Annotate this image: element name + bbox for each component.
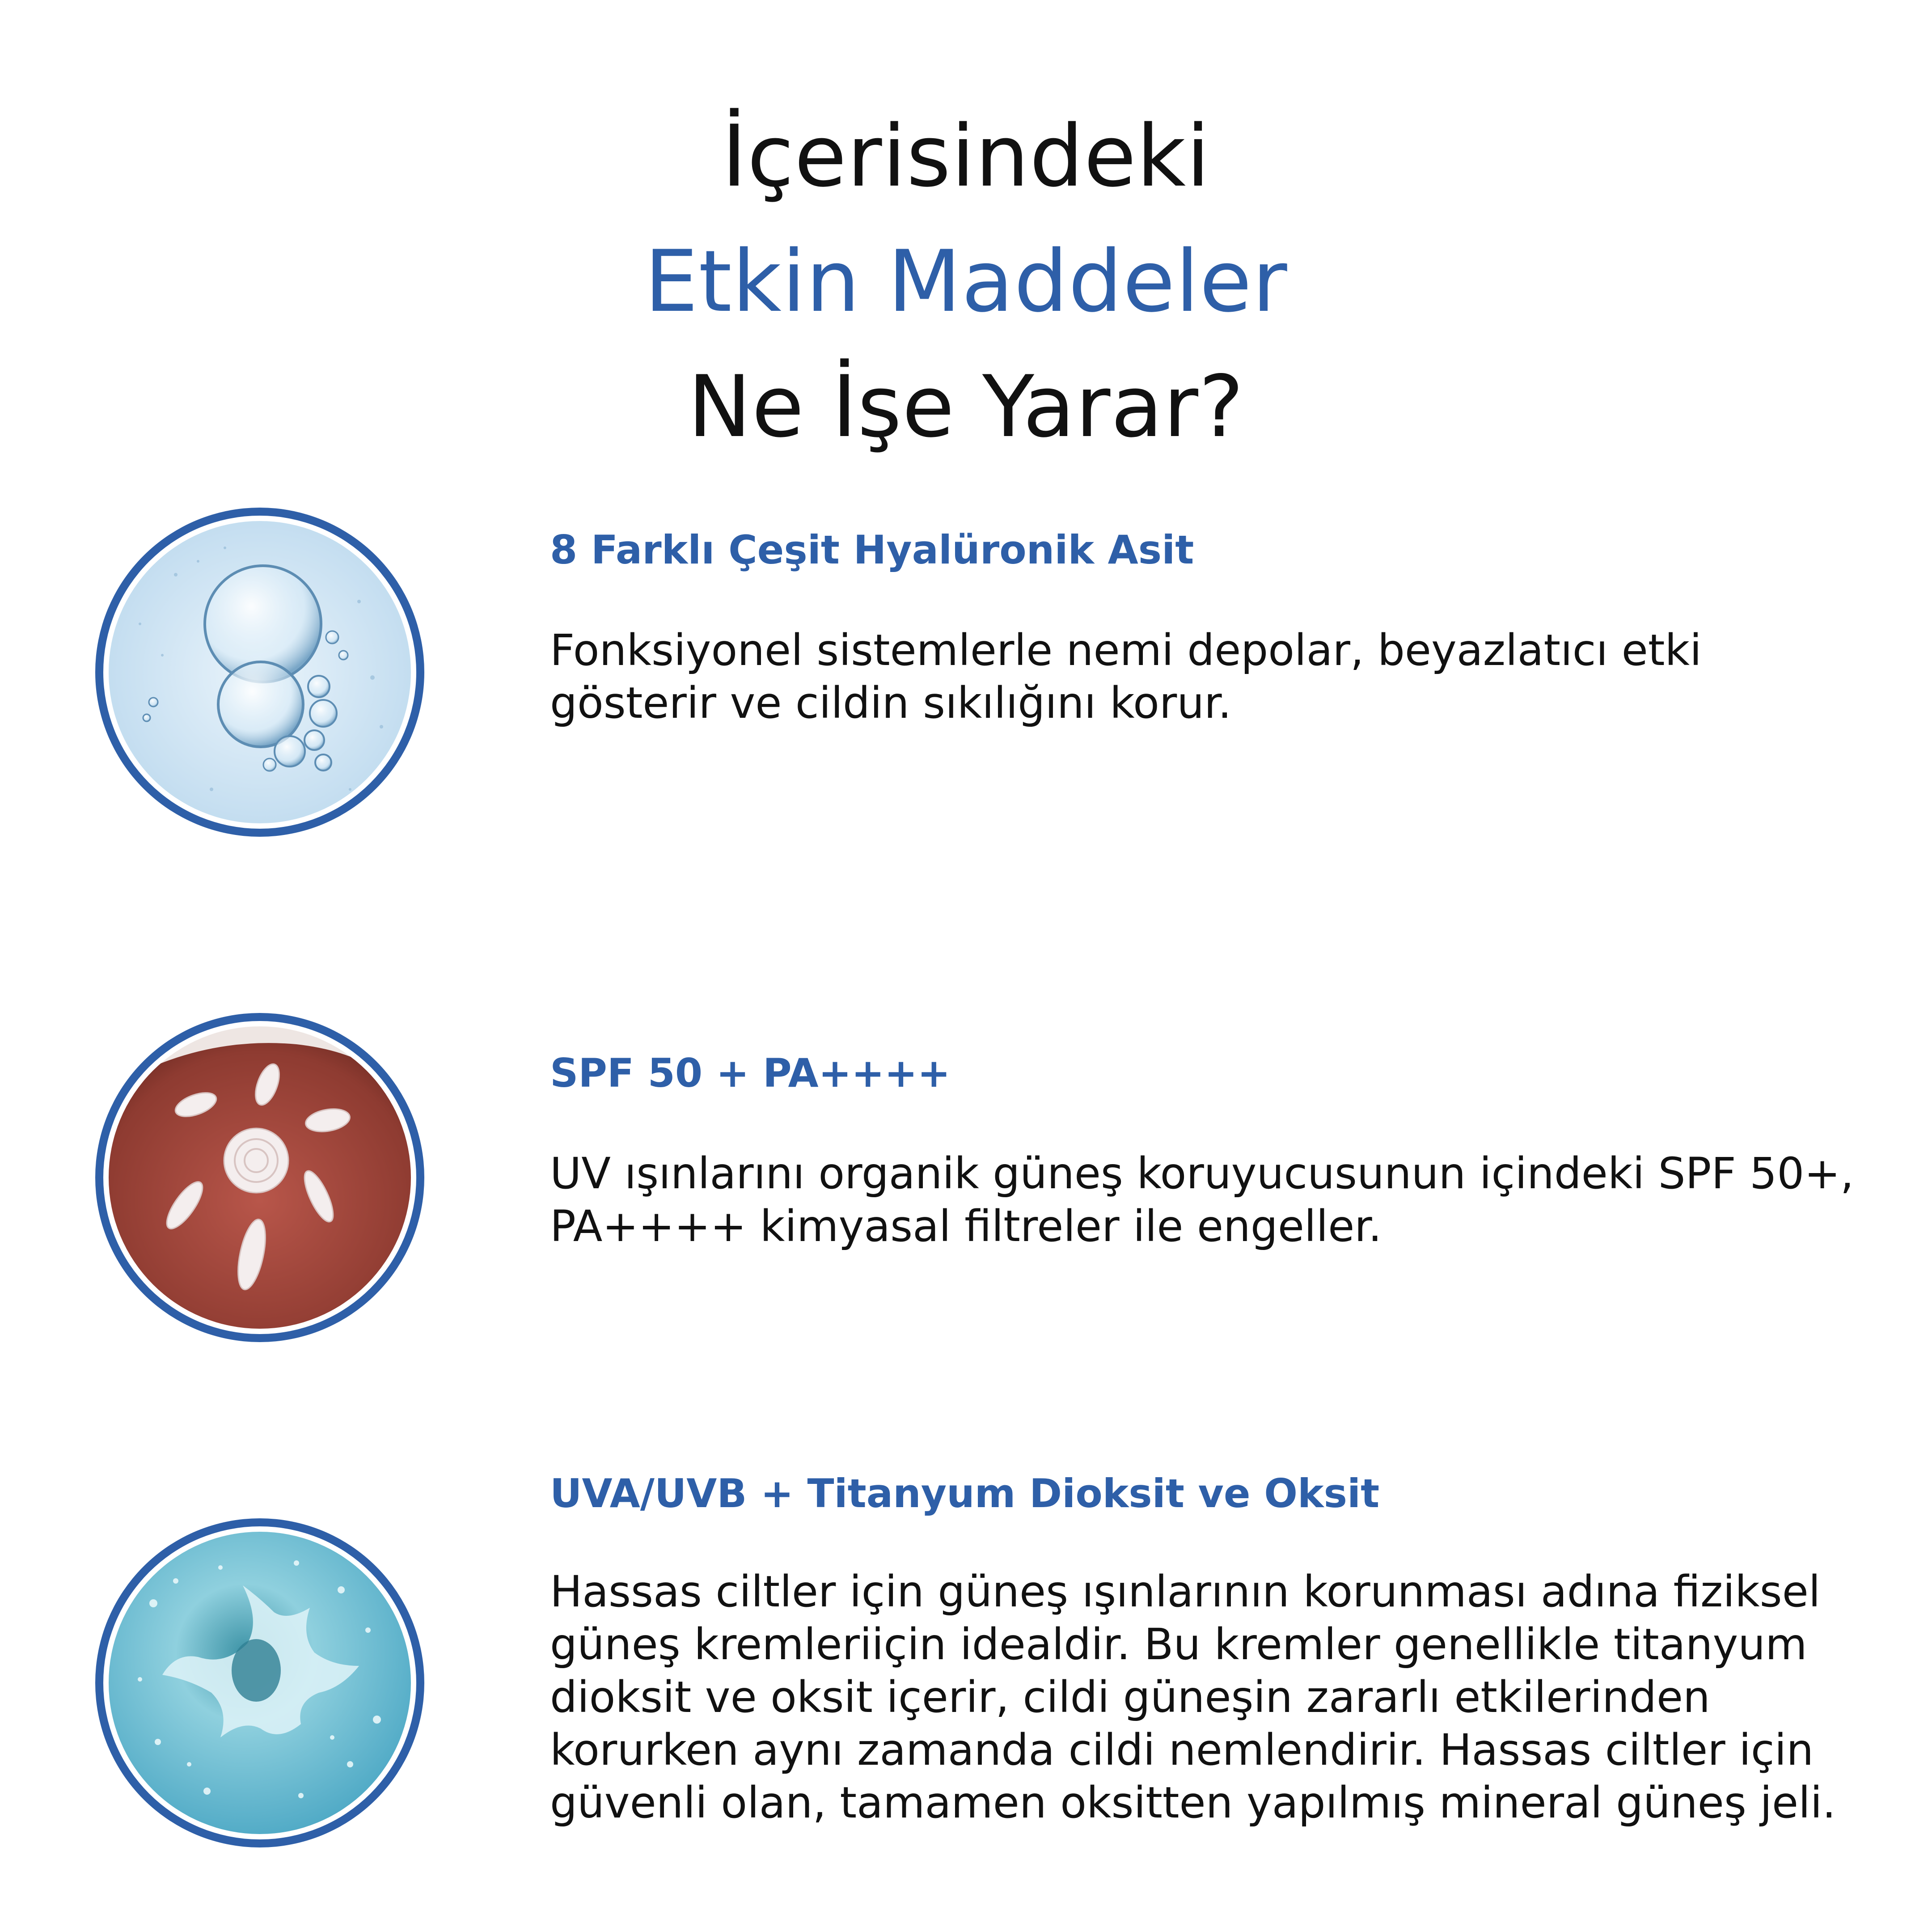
sunscreen-on-skin-image: [95, 1013, 424, 1342]
ingredient-description: UV ışınlarını organik güneş koruyucusunun içindeki SPF 50+, PA++++ kimyasal filtreler ile engeller.: [550, 1148, 1854, 1251]
ingredient-title: UVA/UVB + Titanyum Dioksit ve Oksit: [550, 1470, 1380, 1517]
ingredient-description: Hassas ciltler için güneş ışınlarının korunması adına fiziksel güneş kremleriiçin idealdir. Bu kremler genellikle titanyum dioksit ve oksit içerir, cildi güneşin zararlı etkilerinden korurken aynı zamanda cildi nemlendirir. Hassas ciltler için güvenli olan, tamamen oksitten yapılmış mineral güneş jeli.: [550, 1567, 1836, 1828]
heading-line-1: İçerisindeki: [722, 107, 1210, 206]
heading-line-3: Ne İşe Yarar?: [688, 357, 1244, 456]
heading-line-2: Etkin Maddeler: [644, 232, 1288, 331]
water-splash-image: [95, 1518, 424, 1847]
water-bubbles-image: [95, 508, 424, 837]
ingredient-title: SPF 50 + PA++++: [550, 1050, 951, 1096]
ingredient-description: Fonksiyonel sistemlerle nemi depolar, beyazlatıcı etki gösterir ve cildin sıkılığını korur.: [550, 625, 1702, 728]
ingredient-title: 8 Farklı Çeşit Hyalüronik Asit: [550, 527, 1194, 573]
page-heading: [0, 94, 1932, 470]
